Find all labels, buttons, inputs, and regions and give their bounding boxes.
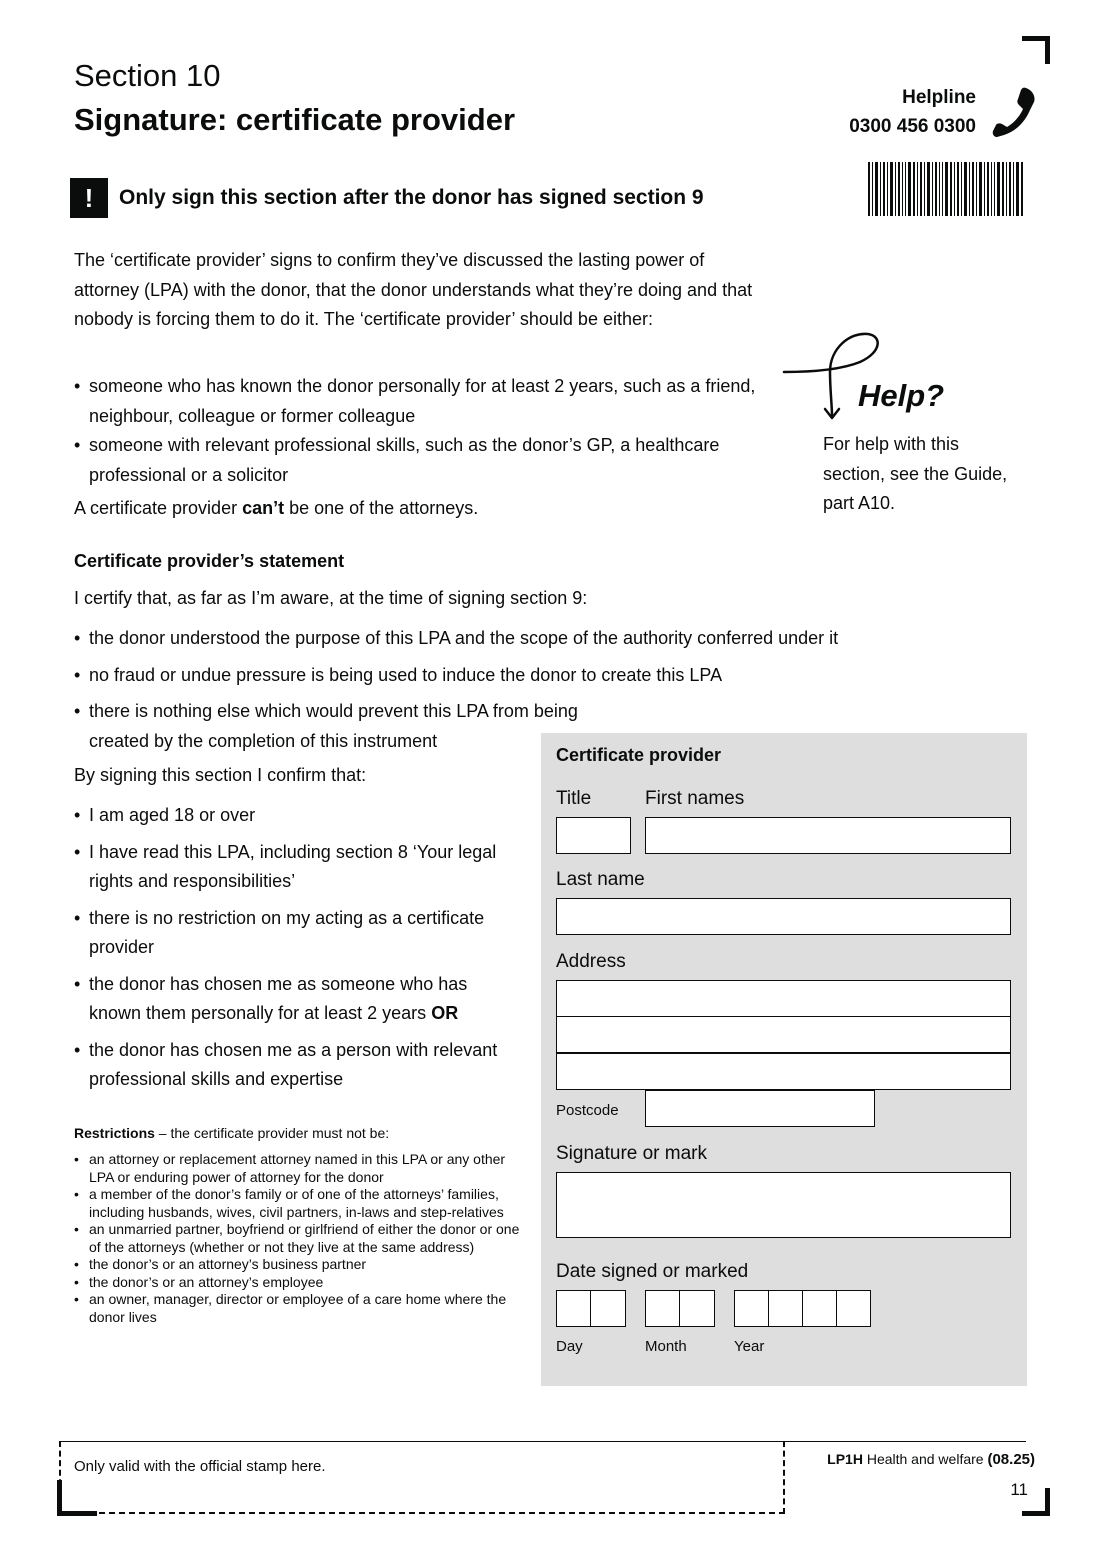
warning-icon: !	[70, 178, 108, 218]
cant-be-attorney-note	[74, 498, 478, 519]
certify-text: I certify that, as far as I’m aware, at the time of signing section 9:	[74, 588, 588, 608]
signature-field[interactable]	[556, 1172, 1011, 1238]
address-line-1-field[interactable]	[556, 980, 1011, 1017]
statement-heading: Certificate provider’s statement	[74, 551, 345, 571]
form-code	[790, 1451, 1035, 1468]
restrictions-list	[74, 1151, 520, 1326]
year-label: Year	[734, 1338, 765, 1355]
form-name: Health and welfare	[862, 1451, 988, 1467]
list-item: • the donor’s or an attorney’s business partner	[74, 1256, 520, 1274]
year-digit-2[interactable]	[768, 1290, 803, 1327]
day-digit-2[interactable]	[590, 1290, 626, 1327]
restrictions-heading	[74, 1125, 389, 1141]
list-item: • the donor understood the purpose of this LPA and the scope of the authority conferred under it	[74, 624, 954, 654]
page-number: 11	[1010, 1480, 1028, 1499]
helpline-label: Helpline	[902, 87, 976, 108]
first-names-field[interactable]	[645, 817, 1011, 854]
panel-heading: Certificate provider	[556, 745, 722, 765]
year-digit-1[interactable]	[734, 1290, 769, 1327]
month-label: Month	[645, 1338, 687, 1355]
form-code-id: LP1H	[827, 1451, 863, 1467]
list-item: • I am aged 18 or over	[74, 801, 524, 831]
year-digit-4[interactable]	[836, 1290, 871, 1327]
list-item	[74, 970, 524, 1029]
address-line-2-field[interactable]	[556, 1016, 1011, 1053]
month-digit-2[interactable]	[679, 1290, 715, 1327]
list-item: • no fraud or undue pressure is being used to induce the donor to create this LPA	[74, 661, 954, 691]
list-item: • an owner, manager, director or employee of a care home where the donor lives	[74, 1291, 520, 1326]
list-item: • an unmarried partner, boyfriend or girlfriend of either the donor or one of the attorneys (whether or not they live at the same address)	[74, 1221, 520, 1256]
first-names-label: First names	[645, 788, 745, 809]
section-title: Signature: certificate provider	[74, 102, 516, 137]
confirm-bullet-4: the donor has chosen me as someone who has known them personally for at least 2 years	[89, 973, 468, 1023]
title-label: Title	[556, 788, 592, 809]
list-item: • I have read this LPA, including section 8 ‘Your legal rights and responsibilities’	[74, 838, 524, 897]
list-item: • a member of the donor’s family or of one of the attorneys’ families, including husbands, wives, civil partners, in-laws and step-relatives	[74, 1186, 520, 1221]
stamp-text: Only valid with the official stamp here.	[74, 1458, 326, 1475]
list-item: • someone who has known the donor personally for at least 2 years, such as a friend, neighbour, colleague or former colleague	[74, 372, 774, 431]
last-name-label: Last name	[556, 869, 645, 890]
help-text: For help with this section, see the Guide, part A10.	[823, 434, 1008, 513]
date-label: Date signed or marked	[556, 1261, 749, 1282]
list-item: • there is no restriction on my acting as a certificate provider	[74, 904, 524, 963]
warning-text: Only sign this section after the donor has signed section 9	[119, 186, 704, 209]
cant-suffix: be one of the attorneys.	[284, 498, 479, 518]
helpline-number: 0300 456 0300	[849, 116, 976, 137]
day-label: Day	[556, 1338, 583, 1355]
barcode	[868, 162, 1024, 216]
or-word: OR	[431, 1003, 459, 1023]
postcode-label: Postcode	[556, 1102, 619, 1119]
list-item: • someone with relevant professional skills, such as the donor’s GP, a healthcare professional or a solicitor	[74, 431, 774, 490]
corner-mark-bottom-right	[1022, 1488, 1050, 1516]
cant-bold: can’t	[242, 498, 285, 518]
confirm-bullet-list	[74, 801, 524, 1102]
help-title: Help?	[858, 378, 945, 413]
month-digit-1[interactable]	[645, 1290, 680, 1327]
restrictions-label: Restrictions	[74, 1125, 155, 1141]
list-item: • an attorney or replacement attorney named in this LPA or any other LPA or enduring power of attorney for the donor	[74, 1151, 520, 1186]
list-item: • the donor has chosen me as a person with relevant professional skills and expertise	[74, 1036, 524, 1095]
form-version: (08.25)	[987, 1451, 1035, 1468]
postcode-field[interactable]	[645, 1090, 875, 1127]
official-stamp-area	[59, 1441, 785, 1514]
day-digit-1[interactable]	[556, 1290, 591, 1327]
section-number: Section 10	[74, 58, 221, 93]
address-line-3-field[interactable]	[556, 1053, 1011, 1090]
certify-bullet-3: there is nothing else which would prevent this LPA from being created by the completion of this instrument	[89, 701, 578, 751]
intro-paragraph: The ‘certificate provider’ signs to confirm they’ve discussed the lasting power of attorney (LPA) with the donor, that the donor understands what they’re doing and that nobody is forcing them to do it. The ‘certificate provider’ should be either:	[74, 250, 753, 329]
list-item: • the donor’s or an attorney’s employee	[74, 1274, 520, 1292]
phone-icon	[992, 86, 1036, 138]
cant-prefix: A certificate provider	[74, 498, 243, 518]
corner-mark-top-right	[1022, 36, 1050, 64]
year-digit-3[interactable]	[802, 1290, 837, 1327]
title-field[interactable]	[556, 817, 631, 854]
confirm-text: By signing this section I confirm that:	[74, 765, 367, 785]
restrictions-intro: – the certificate provider must not be:	[154, 1125, 390, 1141]
address-label: Address	[556, 951, 626, 972]
intro-bullet-list	[74, 372, 774, 490]
certificate-provider-panel	[541, 733, 1027, 1386]
corner-mark-bottom-left	[57, 1480, 97, 1516]
last-name-field[interactable]	[556, 898, 1011, 935]
signature-label: Signature or mark	[556, 1143, 708, 1164]
